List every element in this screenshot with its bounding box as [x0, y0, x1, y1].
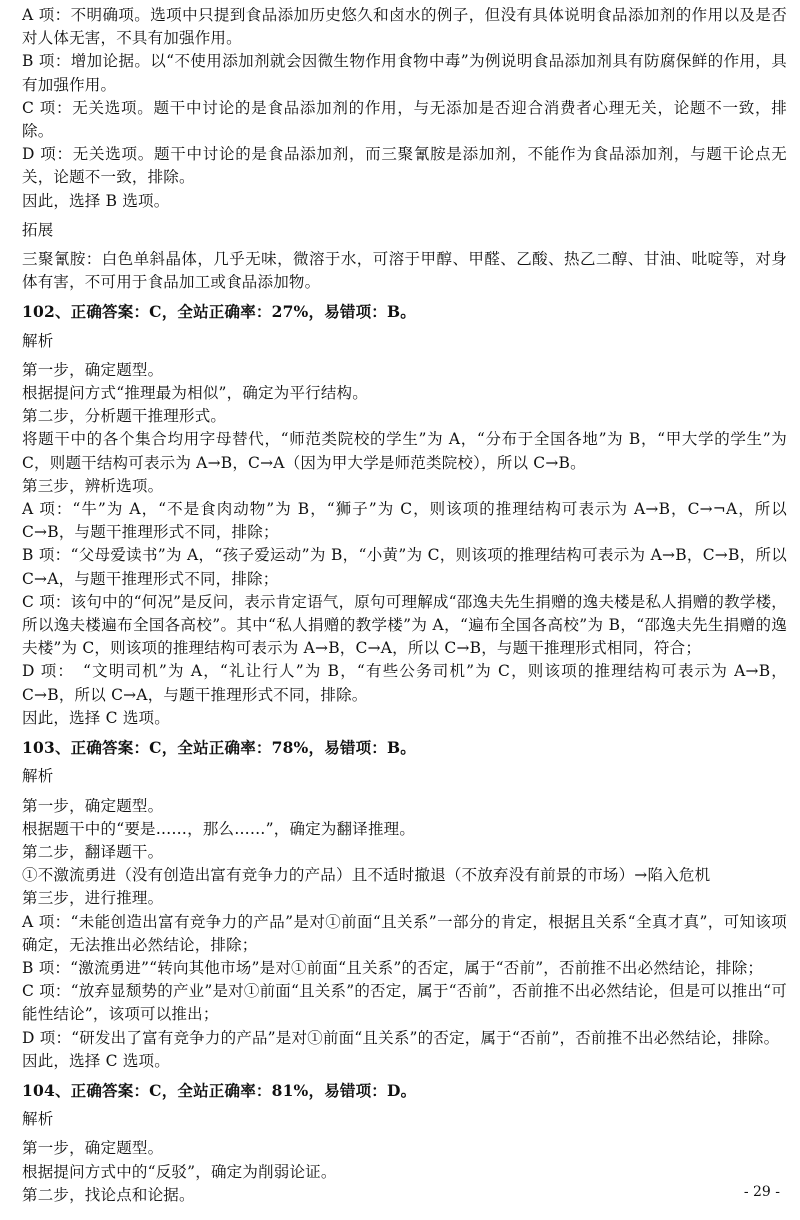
option-a-analysis: A 项：“牛”为 A，“不是食肉动物”为 B，“狮子”为 C，则该项的推理结构可表示为 A→B，C→¬A，所以 C→B，与题干推理形式不同，排除； [22, 500, 787, 542]
question-103 [22, 736, 787, 1073]
option-c-analysis: C 项：“放弃显颓势的产业”是对①前面“且关系”的否定，属于“否前”，否前推不出必然结论，但是可以推出“可能性结论”，该项可以推出； [22, 982, 787, 1024]
step-line: 根据提问方式中的“反驳”，确定为削弱论证。 [22, 1162, 337, 1181]
question-104 [22, 1079, 787, 1207]
step-line: 第二步，分析题干推理形式。 [22, 407, 227, 426]
option-d-analysis: D 项：“研发出了富有竞争力的产品”是对①前面“且关系”的否定，属于“否前”，否前推不出必然结论，排除。 [22, 1028, 780, 1047]
step-line: 第三步，进行推理。 [22, 889, 164, 908]
step-line: 第二步，翻译题干。 [22, 842, 164, 861]
analysis-label: 解析 [22, 331, 54, 350]
question-header: 102、正确答案：C，全站正确率：27%，易错项：B。 [22, 302, 416, 322]
option-d-analysis: D 项： “文明司机”为 A，“礼让行人”为 B，“有些公务司机”为 C，则该项的推理结构可表示为 A→B，C→B，所以 C→A，与题干推理形式不同，排除。 [22, 662, 787, 704]
section-101-analysis [22, 4, 787, 294]
option-c-analysis: C 项：无关选项。题干中讨论的是食品添加剂的作用，与无添加是否迎合消费者心理无关，论题不一致，排除。 [22, 98, 787, 141]
option-c-analysis: C 项：该句中的“何况”是反问，表示肯定语气，原句可理解成“邵逸夫先生捐赠的逸夫楼是私人捐赠的教学楼，所以逸夫楼遍布全国各高校”。其中“私人捐赠的教学楼”为 A，“遍布全国各高校”为 B，“邵逸夫先生捐赠的逸夫楼”为 C，则该项的推理结构可表示为 A→B，C→A，所以 C→B，与题干推理形式相同，符合； [22, 592, 787, 658]
option-b-analysis: B 项：“激流勇进”“转向其他市场”是对①前面“且关系”的否定，属于“否前”，否前推不出必然结论，排除； [22, 958, 764, 977]
option-b-analysis: B 项：增加论据。以“不使用添加剂就会因微生物作用食物中毒”为例说明食品添加剂具有防腐保鲜的作用，具有加强作用。 [22, 52, 787, 94]
step-line: 第三步，辨析选项。 [22, 476, 164, 495]
analysis-label: 解析 [22, 767, 54, 786]
step-line: 根据提问方式“推理最为相似”，确定为平行结构。 [22, 384, 368, 403]
step-line: 第一步，确定题型。 [22, 1139, 164, 1158]
conclusion: 因此，选择 C 选项。 [22, 708, 170, 727]
step-line: 第一步，确定题型。 [22, 360, 164, 379]
document-page [22, 4, 787, 1207]
option-a-analysis: A 项：“未能创造出富有竞争力的产品”是对①前面“且关系”一部分的肯定，根据且关系“全真才真”，可知该项确定，无法推出必然结论，排除； [22, 912, 787, 954]
option-a-analysis: A 项：不明确项。选项中只提到食品添加历史悠久和卤水的例子，但没有具体说明食品添加剂的作用以及是否对人体无害，不具有加强作用。 [22, 6, 787, 48]
extension-text: 三聚氰胺：白色单斜晶体，几乎无味，微溶于水，可溶于甲醇、甲醛、乙酸、热乙二醇、甘油、吡啶等，对身体有害，不可用于食品加工或食品添加物。 [22, 250, 787, 292]
question-102 [22, 300, 787, 730]
extension-heading: 拓展 [22, 220, 54, 239]
conclusion: 因此，选择 B 选项。 [22, 191, 170, 210]
step-line: 第一步，确定题型。 [22, 796, 164, 815]
step-line: 根据题干中的“要是……，那么……”，确定为翻译推理。 [22, 819, 416, 838]
option-d-analysis: D 项：无关选项。题干中讨论的是食品添加剂，而三聚氰胺是添加剂，不能作为食品添加剂，与题干论点无关，论题不一致，排除。 [22, 145, 787, 187]
step-line: 第二步，找论点和论据。 [22, 1185, 195, 1204]
translation-line: ①不激流勇进（没有创造出富有竞争力的产品）且不适时撤退（不放弃没有前景的市场）→陷入危机 [22, 866, 711, 885]
question-header: 104、正确答案：C，全站正确率：81%，易错项：D。 [22, 1080, 417, 1100]
page-number: - 29 - [743, 1184, 780, 1200]
analysis-label: 解析 [22, 1110, 54, 1129]
step-line: 将题干中的各个集合均用字母替代，“师范类院校的学生”为 A，“分布于全国各地”为 B，“甲大学的学生”为 C，则题干结构可表示为 A→B，C→A（因为甲大学是师范类院校），所以 C→B。 [22, 430, 787, 472]
question-header: 103、正确答案：C，全站正确率：78%，易错项：B。 [22, 738, 416, 758]
conclusion: 因此，选择 C 选项。 [22, 1051, 170, 1070]
option-b-analysis: B 项：“父母爱读书”为 A，“孩子爱运动”为 B，“小黄”为 C，则该项的推理结构可表示为 A→B，C→B，所以 C→A，与题干推理形式不同，排除； [22, 546, 787, 588]
